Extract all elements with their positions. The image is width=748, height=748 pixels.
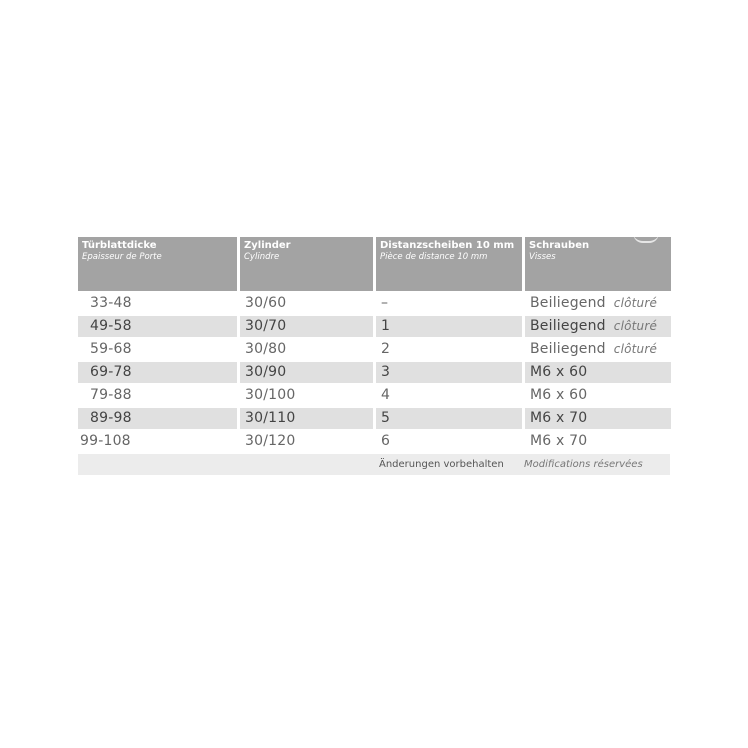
table-row bbox=[78, 431, 670, 452]
cell-spacers: 1 bbox=[376, 316, 522, 337]
header-thickness-de: Türblattdicke bbox=[82, 240, 157, 251]
header-cylinder-fr: Cylindre bbox=[244, 252, 280, 262]
screws-de: Beiliegend bbox=[530, 295, 606, 311]
cell-spacers: 2 bbox=[381, 341, 391, 357]
cell-spacers: 6 bbox=[381, 433, 391, 449]
cell-spacers: 4 bbox=[381, 387, 391, 403]
cell-cylinder: 30/70 bbox=[240, 316, 373, 337]
table-row bbox=[78, 293, 670, 314]
cell-thickness: 79-88 bbox=[90, 387, 132, 403]
cell-cylinder: 30/90 bbox=[240, 362, 373, 383]
cell-thickness: 49-58 bbox=[78, 316, 237, 337]
screws-fr: clôturé bbox=[613, 319, 658, 333]
header-screws bbox=[525, 237, 671, 291]
header-thickness-fr: Epaisseur de Porte bbox=[82, 252, 162, 262]
table-row bbox=[78, 316, 670, 337]
cell-cylinder: 30/120 bbox=[245, 433, 296, 449]
header-cylinder-de: Zylinder bbox=[244, 240, 291, 251]
table-row bbox=[78, 362, 670, 383]
cell-screws bbox=[525, 316, 671, 337]
header-screws-de: Schrauben bbox=[529, 240, 590, 251]
header-spacers bbox=[376, 237, 522, 291]
header-thickness bbox=[78, 237, 237, 291]
footer-note-de: Änderungen vorbehalten bbox=[379, 459, 504, 470]
screws-de: Beiliegend bbox=[530, 341, 606, 357]
cell-thickness: 99-108 bbox=[80, 433, 131, 449]
cell-spacers: 3 bbox=[376, 362, 522, 383]
cell-screws bbox=[525, 339, 671, 360]
cell-cylinder: 30/110 bbox=[240, 408, 373, 429]
specification-table bbox=[78, 237, 670, 475]
cell-screws: M6 x 70 bbox=[530, 433, 588, 449]
cell-thickness: 33-48 bbox=[90, 295, 132, 311]
cell-cylinder: 30/80 bbox=[245, 341, 287, 357]
cell-cylinder: 30/60 bbox=[245, 295, 287, 311]
table-row bbox=[78, 408, 670, 429]
cell-screws: M6 x 60 bbox=[525, 362, 671, 383]
footer-note-fr: Modifications réservées bbox=[524, 459, 643, 470]
screws-fr: clôturé bbox=[613, 342, 658, 356]
header-cylinder bbox=[240, 237, 373, 291]
cell-spacers: – bbox=[381, 295, 389, 311]
cell-thickness: 69-78 bbox=[78, 362, 237, 383]
screws-fr: clôturé bbox=[613, 296, 658, 310]
header-screws-fr: Visses bbox=[529, 252, 556, 262]
table-footer bbox=[78, 454, 670, 475]
cell-screws bbox=[525, 293, 671, 314]
table-row bbox=[78, 339, 670, 360]
header-spacers-de: Distanzscheiben 10 mm bbox=[380, 240, 515, 251]
cell-screws: M6 x 60 bbox=[530, 387, 588, 403]
screws-de: Beiliegend bbox=[530, 318, 606, 334]
table-header bbox=[78, 237, 670, 291]
header-spacers-fr: Pièce de distance 10 mm bbox=[380, 252, 488, 262]
table-row bbox=[78, 385, 670, 406]
cell-spacers: 5 bbox=[376, 408, 522, 429]
cell-thickness: 89-98 bbox=[78, 408, 237, 429]
cell-screws: M6 x 70 bbox=[525, 408, 671, 429]
cell-cylinder: 30/100 bbox=[245, 387, 296, 403]
cell-thickness: 59-68 bbox=[90, 341, 132, 357]
